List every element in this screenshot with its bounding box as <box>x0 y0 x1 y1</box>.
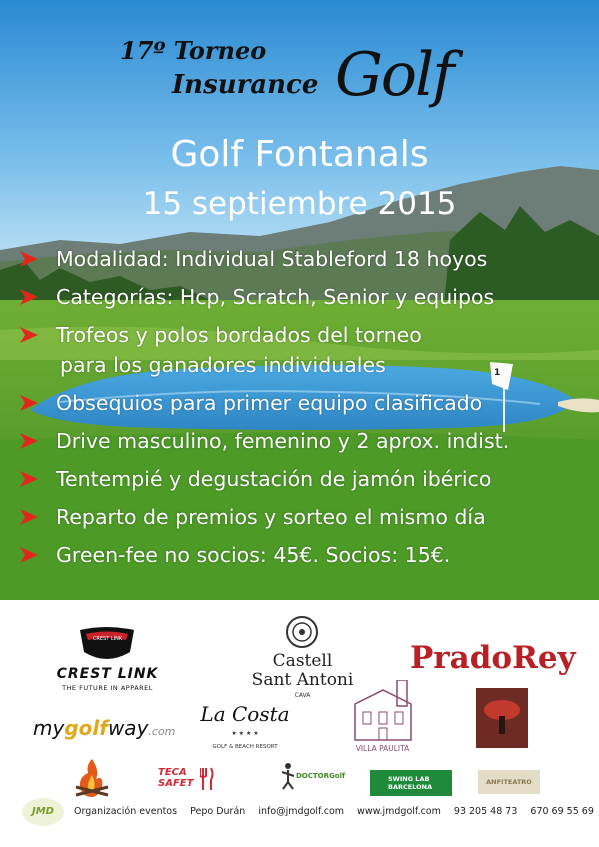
crestlink-shield-icon <box>40 626 175 666</box>
arrow-bullet-icon <box>18 393 40 413</box>
arrow-bullet-icon <box>18 249 40 269</box>
feature-item-continuation <box>18 350 509 388</box>
cutlery-icon <box>200 766 214 792</box>
mygolfway-logo <box>33 716 175 740</box>
feature-item <box>18 244 509 282</box>
crestlink-badge-text: CREST LINK <box>92 636 123 642</box>
la-costa-logo <box>190 702 300 756</box>
anfiteatro-name: ANFITEATRO <box>486 778 532 786</box>
footer-phone2: 670 69 55 69 <box>530 806 594 817</box>
feature-text: Drive masculino, femenino y 2 aprox. indist. <box>56 429 510 453</box>
castell-emblem-icon <box>240 614 365 650</box>
feature-text: Obsequios para primer equipo clasificado <box>56 391 483 415</box>
feature-text: Reparto de premios y sorteo el mismo día <box>56 505 486 529</box>
feature-item <box>18 502 509 540</box>
jmd-logo <box>22 798 64 826</box>
golfer-icon <box>278 762 298 790</box>
anfiteatro-logo <box>478 770 540 794</box>
tournament-edition: 17º Torneo <box>120 36 267 65</box>
doctorgolf-logo <box>278 762 346 790</box>
arrow-bullet-icon <box>18 431 40 451</box>
villa-paulita-name: VILLA PAULITA <box>355 744 410 753</box>
pradorey-logo: PradoRey <box>410 640 576 676</box>
castell-line1: Castell <box>272 651 333 671</box>
arrow-bullet-icon <box>18 545 40 565</box>
feature-item <box>18 388 509 426</box>
teca-safet-logo: TECA SAFET <box>158 767 194 789</box>
tree-emblem-icon <box>476 688 528 748</box>
footer-web[interactable]: www.jmdgolf.com <box>357 806 441 817</box>
mygolfway-my: my <box>33 716 65 740</box>
footer-org: Organización eventos <box>74 806 178 817</box>
la-costa-stars: ★ ★ ★ ★ <box>231 730 259 737</box>
footer-person: Pepo Durán <box>190 806 246 817</box>
footer-phone1: 93 205 48 73 <box>453 806 518 817</box>
restaurant-logo <box>476 688 528 748</box>
arrow-bullet-icon <box>18 287 40 307</box>
feature-item <box>18 426 509 464</box>
feature-text: Modalidad: Individual Stableford 18 hoyos <box>56 247 488 271</box>
jmd-logo-text: JMD <box>32 806 54 817</box>
feature-text: Tentempié y degustación de jamón ibérico <box>56 467 492 491</box>
castell-sub: CAVA <box>294 692 311 699</box>
swinglab-name: SWING LAB BARCELONA <box>388 775 433 791</box>
feature-text: Trofeos y polos bordados del torneo <box>56 323 422 347</box>
feature-text: Green-fee no socios: 45€. Socios: 15€. <box>56 543 451 567</box>
fire-logo <box>70 757 114 799</box>
feature-item <box>18 464 509 502</box>
crestlink-tagline: THE FUTURE IN APPAREL <box>62 684 153 692</box>
flame-icon <box>70 757 114 799</box>
mygolfway-golf: golf <box>64 716 108 740</box>
arrow-bullet-icon <box>18 325 40 345</box>
villa-building-icon <box>345 680 420 742</box>
flag-number: 1 <box>494 368 501 378</box>
event-date: 15 septiembre 2015 <box>142 186 457 222</box>
crestlink-logo <box>40 626 175 696</box>
feature-item <box>18 540 509 578</box>
venue-title: Golf Fontanals <box>170 134 429 175</box>
features-list <box>18 244 509 578</box>
mygolfway-com: .com <box>148 725 176 738</box>
la-costa-sub: GOLF & BEACH RESORT <box>212 744 278 750</box>
la-costa-name: La Costa <box>200 702 290 726</box>
tournament-golf-word: Golf <box>335 40 453 110</box>
footer-contact <box>74 806 599 817</box>
villa-paulita-logo <box>345 680 420 762</box>
arrow-bullet-icon <box>18 507 40 527</box>
mygolfway-way: way <box>107 716 149 740</box>
arrow-bullet-icon <box>18 469 40 489</box>
tournament-name: Insurance <box>172 70 319 100</box>
swinglab-logo <box>370 770 452 796</box>
castell-line2: Sant Antoni <box>251 670 354 690</box>
crestlink-name: CREST LINK <box>56 666 159 682</box>
feature-item <box>18 282 509 320</box>
footer-email[interactable]: info@jmdgolf.com <box>258 806 345 817</box>
feature-text: Categorías: Hcp, Scratch, Senior y equipos <box>56 285 495 309</box>
feature-text: para los ganadores individuales <box>60 353 386 377</box>
doctorgolf-name: DOCTORGolf <box>296 772 346 780</box>
